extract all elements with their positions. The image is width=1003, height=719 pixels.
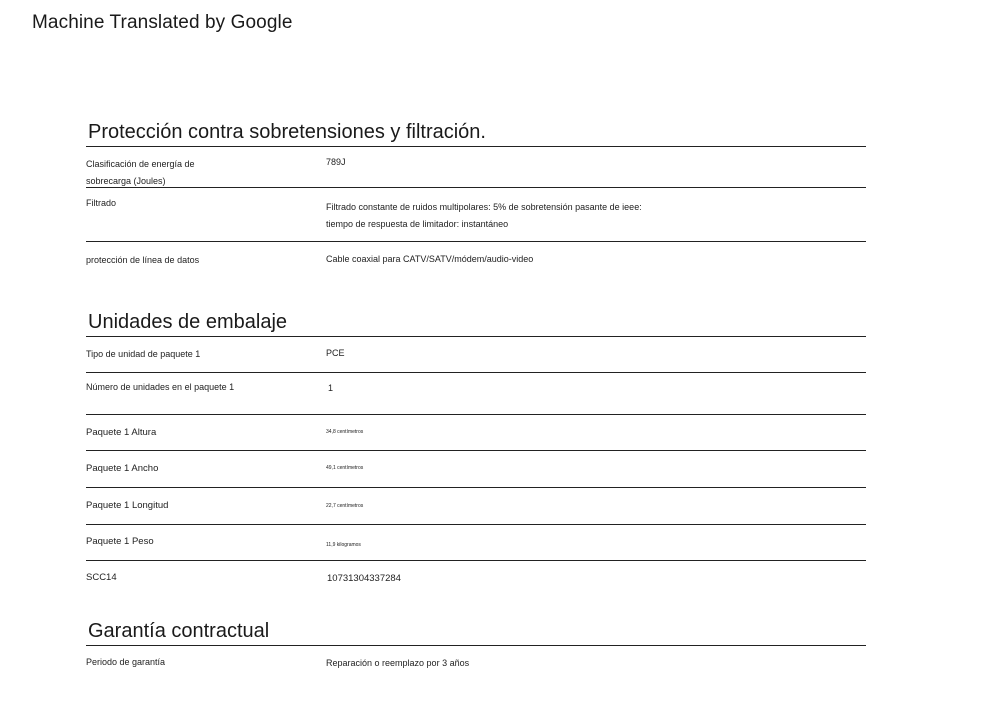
spec-value: Cable coaxial para CATV/SATV/módem/audio-video [326, 254, 534, 264]
spec-value-line-2: tiempo de respuesta de limitador: instantáneo [326, 219, 509, 229]
spec-value: 789J [326, 157, 346, 167]
spec-row-scc14 [86, 561, 866, 591]
spec-value-line-1: Filtrado constante de ruidos multipolares: 5% de sobretensión pasante de ieee: [326, 202, 642, 212]
spec-label: Clasificación de energía de sobrecarga (Joules) [86, 159, 195, 186]
spec-label: Tipo de unidad de paquete 1 [86, 349, 201, 359]
spec-label: Paquete 1 Altura [86, 427, 157, 438]
spec-row-package-length [86, 488, 866, 525]
spec-value: PCE [326, 348, 345, 358]
spec-label: SCC14 [86, 572, 117, 583]
spec-row-package-height [86, 415, 866, 451]
section-title-contractual-warranty: Garantía contractual [86, 619, 866, 646]
section-packaging-units [86, 310, 866, 591]
spec-row-warranty-period [86, 646, 866, 676]
spec-row-package-unit-type [86, 337, 866, 373]
spec-row-filtering [86, 188, 866, 242]
spec-row-data-line-protection [86, 242, 866, 276]
spec-row-package-width [86, 451, 866, 488]
spec-row-units-in-package [86, 373, 866, 415]
spec-value: 11,9 kilogramos [326, 542, 361, 548]
spec-row-package-weight [86, 525, 866, 561]
spec-value: 49,1 centímetros [326, 465, 364, 471]
spec-value: 1 [328, 383, 334, 393]
section-title-packaging-units: Unidades de embalaje [86, 310, 866, 337]
spec-label: Periodo de garantía [86, 657, 166, 667]
spec-row-energy-rating [86, 147, 866, 188]
section-title-surge-protection: Protección contra sobretensiones y filtración. [86, 120, 866, 147]
spec-label: Paquete 1 Longitud [86, 500, 169, 511]
spec-value: Reparación o reemplazo por 3 años [326, 658, 470, 668]
spec-label: Paquete 1 Peso [86, 536, 154, 547]
spec-label: Número de unidades en el paquete 1 [86, 382, 235, 392]
section-surge-protection [86, 120, 866, 276]
spec-label: Filtrado [86, 198, 117, 208]
spec-value: 10731304337284 [327, 573, 401, 584]
spec-label: protección de línea de datos [86, 255, 200, 265]
section-contractual-warranty [86, 619, 866, 676]
machine-translated-banner: Machine Translated by Google [32, 12, 293, 33]
spec-value: 22,7 centímetros [326, 503, 364, 509]
spec-label: Paquete 1 Ancho [86, 463, 159, 474]
spec-value: 34,8 centímetros [326, 429, 364, 435]
